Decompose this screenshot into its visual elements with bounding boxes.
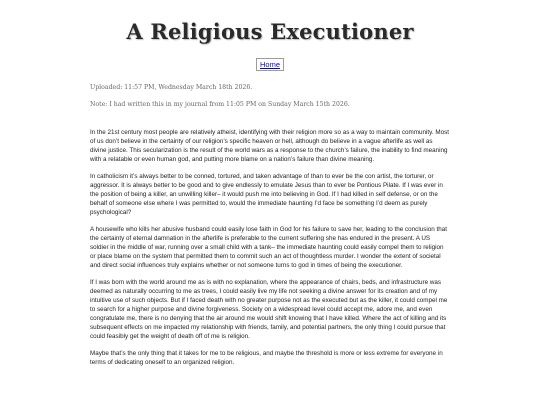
home-link[interactable]: Home xyxy=(256,58,284,71)
paragraph: If I was born with the world around me as is with no explanation, where the appearance of chairs, beds, and infrastructure was deemed as naturally occurring to me as trees, I could easily live my life not seeking a divine answer for its creation and of my intuitive use of such objects. But if I faced death with no greater purpose not as the executed but as the killer, it could compel me to search for a higher purpose and divine forgiveness. Society on a widespread level could accept me, adore me, and even congratulate me, there is no denying that the air around me would shift knowing that I have killed. Where the act of killing and its subsequent effects on me impacted my relationship with friends, family, and potential partners, the only thing I could pursue that could feasibly get the weight of death off of me is religion. xyxy=(90,279,448,340)
paragraph: In the 21st century most people are relatively atheist, identifying with their religion more so as a way to maintain community. Most of us don’t believe in the certainty of our religion’s specific heaven or hell, although do believe in a vague afterlife as well as divine justice. This secularization is the result of the world wars as a response to the church’s failure, the inability to find meaning with a relatable or even human god, and putting more blame on a nation’s failure than divine meaning. xyxy=(90,129,449,163)
article-body xyxy=(90,128,450,367)
paragraph: In catholicism it’s always better to be conned, tortured, and taken advantage of than to ever be the con artist, the torturer, or aggressor. It is always better to be good and to give endlessly to emulate Jesus than to ever be Pontious Pilate. If I was ever in the position of being a killer, an unwilling killer– it would push me into believing in God. If I had killed in self defense, or on the behalf of someone else where I was permitted to, would the immediate haunting I’d face be something I’d deem as purely psychological? xyxy=(90,173,443,216)
page-title: A Religious Executioner xyxy=(126,19,414,44)
home-nav xyxy=(0,54,540,72)
journal-note: Note: I had written this in my journal from 11:05 PM on Sunday March 15th 2026. xyxy=(90,101,350,108)
paragraph: A housewife who kills her abusive husband could easily lose faith in God for his failure to save her, leading to the conclusion that the certainty of eternal damnation in the afterlife is preferable to the current suffering she has endured in the present. A US soldier in the middle of war, running over a small child with a tank– the immediate haunting could easily compel them to religion or place blame on the system that permitted them to commit such an act of thoughtless murder. I wonder the extent of societal and direct social influences truly explains whether or not someone turns to god in times of being the executioner. xyxy=(90,226,448,269)
paragraph: Maybe that’s the only thing that it takes for me to be religious, and maybe the threshold is more or less extreme for everyone in terms of dedicating oneself to an organized religion. xyxy=(90,350,443,366)
upload-timestamp: Uploaded: 11:57 PM, Wednesday March 18th 2026. xyxy=(90,84,253,91)
